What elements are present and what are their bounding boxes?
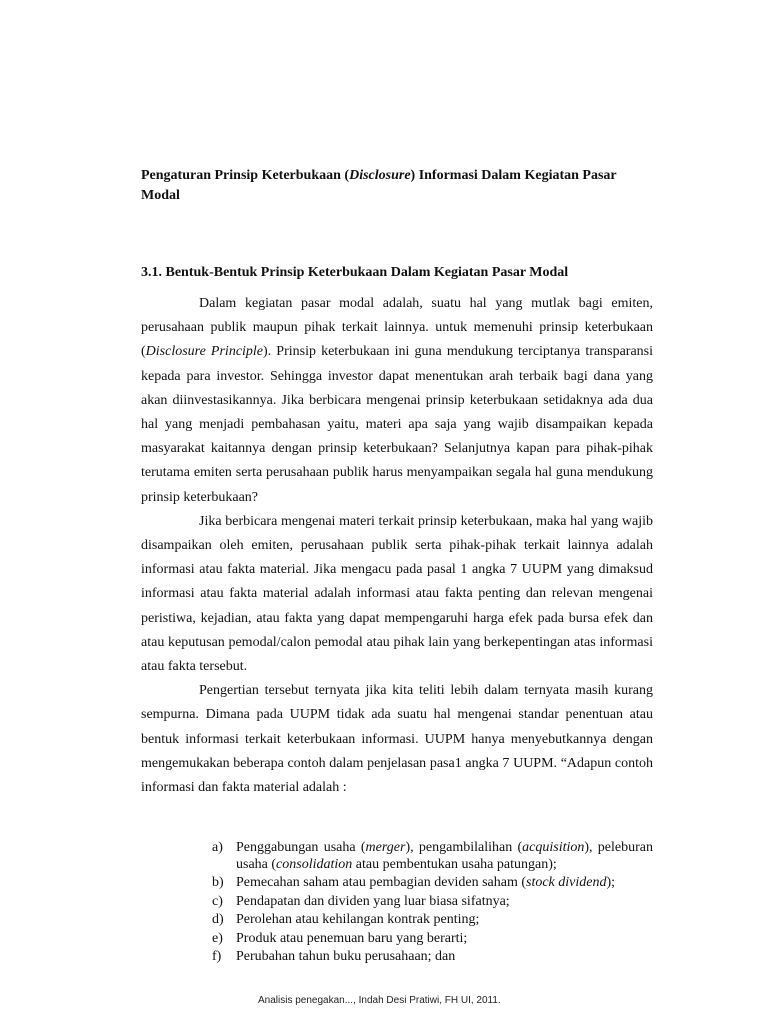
list-item-f bbox=[208, 949, 653, 966]
list-marker: f) bbox=[212, 949, 222, 964]
title-italic-term: Disclosure bbox=[349, 168, 411, 183]
list-marker: d) bbox=[212, 912, 224, 927]
list-item-italic: acquisition bbox=[522, 840, 585, 855]
list-item-text: Pendapatan dan dividen yang luar biasa sifatnya; bbox=[236, 893, 510, 909]
title-text-part2: ) Informasi Dalam Kegiatan Pasar Modal bbox=[141, 168, 617, 203]
list-marker: c) bbox=[212, 893, 223, 909]
list-item-text: ); bbox=[606, 875, 616, 890]
list-item-text: Perolehan atau kehilangan kontrak penting; bbox=[236, 912, 480, 927]
list-item-a bbox=[208, 840, 653, 873]
list-marker: a) bbox=[212, 840, 223, 855]
list-item-b bbox=[208, 875, 653, 892]
page-footer: Analisis penegakan..., Indah Desi Pratiwi, FH UI, 2011. bbox=[258, 995, 501, 1006]
body-text bbox=[141, 292, 653, 800]
paragraph-1 bbox=[141, 292, 653, 510]
material-facts-list bbox=[208, 840, 653, 968]
paragraph-3: Pengertian tersebut ternyata jika kita teliti lebih dalam ternyata masih kurang sempurna. Dimana pada UUPM tidak ada suatu hal mengenai standar penentuan atau bentuk informasi terkait keterbukaan informasi. UUPM hanya menyebutkannya dengan mengemukakan beberapa contoh dalam penjelasan pasa1 angka 7 UUPM. “Adapun contoh informasi dan fakta material adalah : bbox=[141, 683, 653, 796]
title-text-part1: Pengaturan Prinsip Keterbukaan ( bbox=[141, 168, 350, 183]
paragraph-1-italic-term: Disclosure Principle bbox=[145, 344, 264, 360]
list-item-italic: stock dividend bbox=[526, 875, 607, 890]
list-item-e bbox=[208, 931, 653, 948]
list-item-text: Produk atau penemuan baru yang berarti; bbox=[236, 930, 468, 946]
list-item-text: Pemecahan saham atau pembagian deviden saham ( bbox=[236, 875, 526, 890]
paragraph-1-text-a: Dalam kegiatan pasar modal adalah, suatu hal yang mutlak bagi emiten, perusahaan publik maupun pihak terkait lainnya. untuk memenuhi prinsip keterbukaan ( bbox=[141, 296, 653, 360]
list-item-text: Perubahan tahun buku perusahaan; dan bbox=[236, 949, 456, 964]
list-item-text: Penggabungan usaha ( bbox=[236, 840, 366, 855]
list-marker: e) bbox=[212, 930, 223, 946]
list-marker: b) bbox=[212, 875, 224, 890]
list-item-text: ), peleburan usaha ( bbox=[236, 840, 654, 872]
chapter-title bbox=[141, 166, 641, 206]
list-item-italic: merger bbox=[365, 840, 406, 855]
list-item-c bbox=[208, 894, 653, 911]
list-item-text: ), pengambilalihan ( bbox=[405, 840, 523, 855]
paragraph-1-text-c: ). Prinsip keterbukaan ini guna mendukung terciptanya transparansi kepada para investor. Sehingga investor dapat menentukan arah terbaik bagi dana yang akan diinvestasikannya. Jika berbicara mengenai prinsip keterbukaan setidaknya ada dua hal yang menjadi pembahasan yaitu, materi apa saja yang wajib disampaikan kepada masyarakat kaitannya dengan prinsip keterbukaan? Selanjutnya kapan para pihak-pihak terutama emiten serta perusahaan publik harus menyampaikan segala hal guna mendukung prinsip keterbukaan? bbox=[141, 344, 653, 505]
list-item-text: atau pembentukan usaha patungan); bbox=[352, 856, 557, 872]
list-item-italic: consolidation bbox=[276, 856, 353, 872]
list-item-d bbox=[208, 912, 653, 929]
paragraph-2: Jika berbicara mengenai materi terkait prinsip keterbukaan, maka hal yang wajib disampaikan oleh emiten, perusahaan publik serta pihak-pihak terkait lainnya adalah informasi atau fakta material. Jika mengacu pada pasal 1 angka 7 UUPM yang dimaksud informasi atau fakta material adalah informasi atau fakta penting dan relevan mengenai peristiwa, kejadian, atau fakta yang dapat mempengaruhi harga efek pada bursa efek dan atau keputusan pemodal/calon pemodal atau pihak lain yang berkepentingan atas informasi atau fakta tersebut. bbox=[141, 513, 653, 675]
section-heading: 3.1. Bentuk-Bentuk Prinsip Keterbukaan Dalam Kegiatan Pasar Modal bbox=[141, 265, 569, 280]
